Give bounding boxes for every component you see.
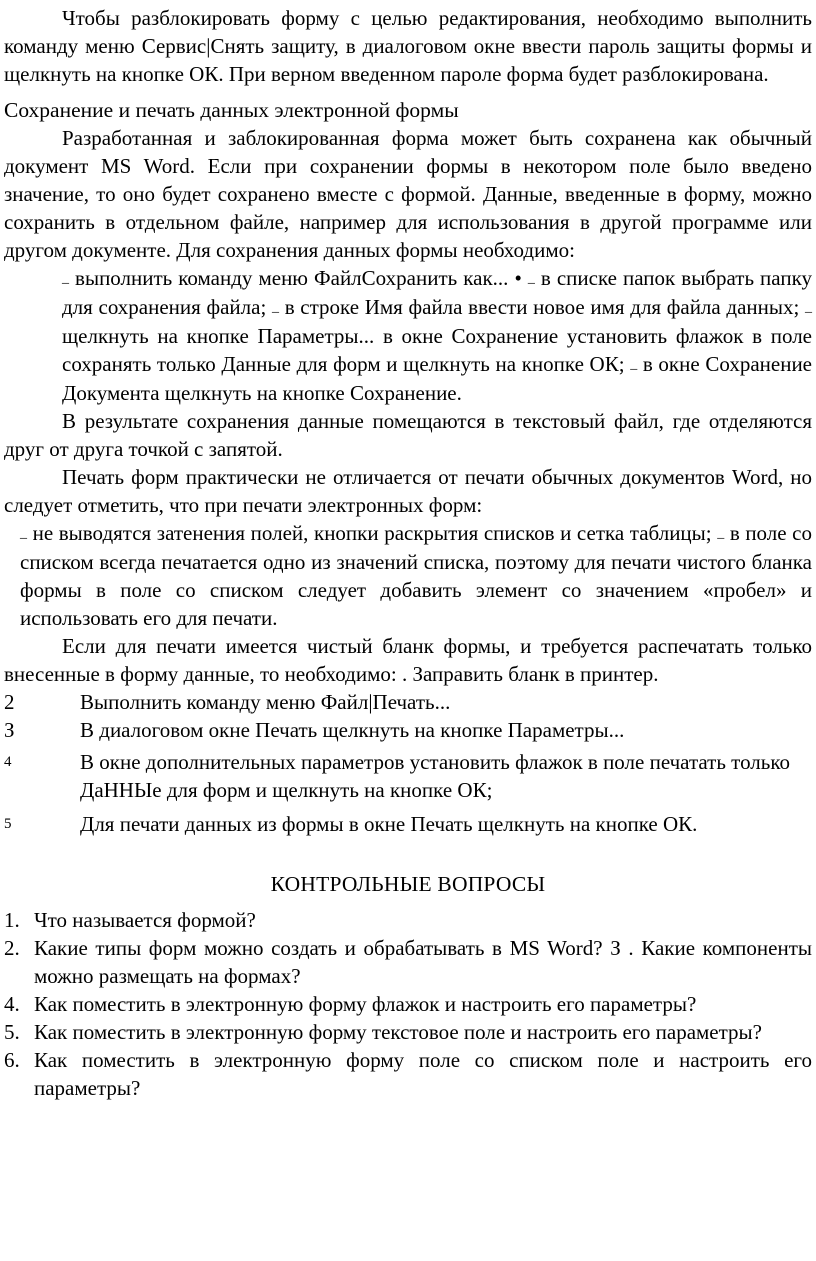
question-item	[4, 906, 812, 934]
save-step: выполнить команду меню ФайлСохранить как... •	[75, 266, 522, 290]
question-text: Как поместить в электронную форму текстовое поле и настроить его параметры?	[34, 1020, 762, 1044]
blank-paragraph: Если для печати имеется чистый бланк формы, и требуется распечатать только внесенные в форму данные, то необходимо: . Заправить бланк в принтер.	[4, 634, 812, 686]
step-text: В окне дополнительных параметров установить флажок в поле печатать только ДаННЫе для форм и щелкнуть на кнопке ОК;	[80, 750, 790, 802]
step-text: Выполнить команду меню Файл|Печать...	[80, 690, 451, 714]
section-heading: Сохранение и печать данных электронной формы	[4, 98, 459, 122]
step-number: 4	[4, 754, 12, 770]
step-number: 5	[4, 816, 12, 832]
dash-marker: _	[62, 271, 69, 286]
question-number: 5.	[4, 1020, 20, 1044]
save-step: в окне Сохранение Документа щелкнуть на кнопке Сохранение.	[62, 352, 812, 405]
dash-marker: _	[20, 526, 27, 541]
question-item	[4, 934, 812, 990]
save-step: в строке Имя файла ввести новое имя для файла данных;	[284, 295, 800, 319]
save-step: щелкнуть на кнопке Параметры... в окне Сохранение установить флажок в поле сохранять только Данные для форм и щелкнуть на кнопке ОК;	[62, 324, 812, 376]
questions-list	[4, 906, 812, 1102]
step-text: В диалоговом окне Печать щелкнуть на кнопке Параметры...	[80, 718, 625, 742]
question-number: 4.	[4, 992, 20, 1016]
print-step-row	[4, 716, 812, 744]
step-number: 2	[4, 690, 15, 714]
dash-marker: _	[805, 300, 813, 315]
question-number: 6.	[4, 1048, 20, 1072]
question-item	[4, 1018, 812, 1046]
question-number: 2.	[4, 936, 20, 960]
save-paragraph: Разработанная и заблокированная форма может быть сохранена как обычный документ MS Word. Если при сохранении формы в некотором поле было введено значение, то оно будет сохранено вместе с формой. Данные, введенные в форму, можно сохранить в отдельном файле, например для использования в другой программе или другом документе. Для сохранения данных формы необходимо:	[4, 126, 812, 262]
print-step-row	[4, 748, 812, 804]
print-paragraph: Печать форм практически не отличается от печати обычных документов Word, но следует отметить, что при печати электронных форм:	[4, 465, 812, 517]
question-number: 1.	[4, 908, 20, 932]
save-step: в списке папок выбрать папку для сохранения файла;	[62, 266, 812, 319]
question-text: Как поместить в электронную форму флажок и настроить его параметры?	[34, 992, 697, 1016]
question-text: Что называется формой?	[34, 908, 256, 932]
print-step-row	[4, 688, 812, 716]
print-notes-list	[20, 519, 812, 632]
print-note: не выводятся затенения полей, кнопки раскрытия списков и сетка таблицы;	[32, 521, 712, 545]
result-paragraph: В результате сохранения данные помещаются в текстовый файл, где отделяются друг от друга точкой с запятой.	[4, 409, 812, 461]
step-text: Для печати данных из формы в окне Печать щелкнуть на кнопке ОК.	[80, 812, 698, 836]
question-text: Какие типы форм можно создать и обрабатывать в MS Word? З . Какие компоненты можно размещать на формах?	[34, 936, 812, 988]
dash-marker: _	[717, 526, 725, 541]
print-note: в поле со списком всегда печатается одно из значений списка, поэтому для печати чистого бланка формы в поле со списком следует добавить элемент со значением «пробел» и использовать его для печати.	[20, 521, 812, 630]
dash-marker: _	[272, 300, 279, 315]
dash-marker: _	[630, 357, 638, 372]
questions-title: КОНТРОЛЬНЫЕ ВОПРОСЫ	[270, 872, 546, 896]
save-steps-list	[62, 264, 812, 407]
step-number: З	[4, 718, 15, 742]
intro-paragraph: Чтобы разблокировать форму с целью редактирования, необходимо выполнить команду меню Сервис|Снять защиту, в диалоговом окне ввести пароль защиты формы и щелкнуть на кнопке ОК. При верном введенном пароле форма будет разблокирована.	[4, 6, 812, 86]
question-item	[4, 1046, 812, 1102]
question-item	[4, 990, 812, 1018]
print-step-row	[4, 810, 812, 838]
question-text: Как поместить в электронную форму поле со списком поле и настроить его параметры?	[34, 1048, 812, 1100]
dash-marker: _	[527, 271, 535, 286]
